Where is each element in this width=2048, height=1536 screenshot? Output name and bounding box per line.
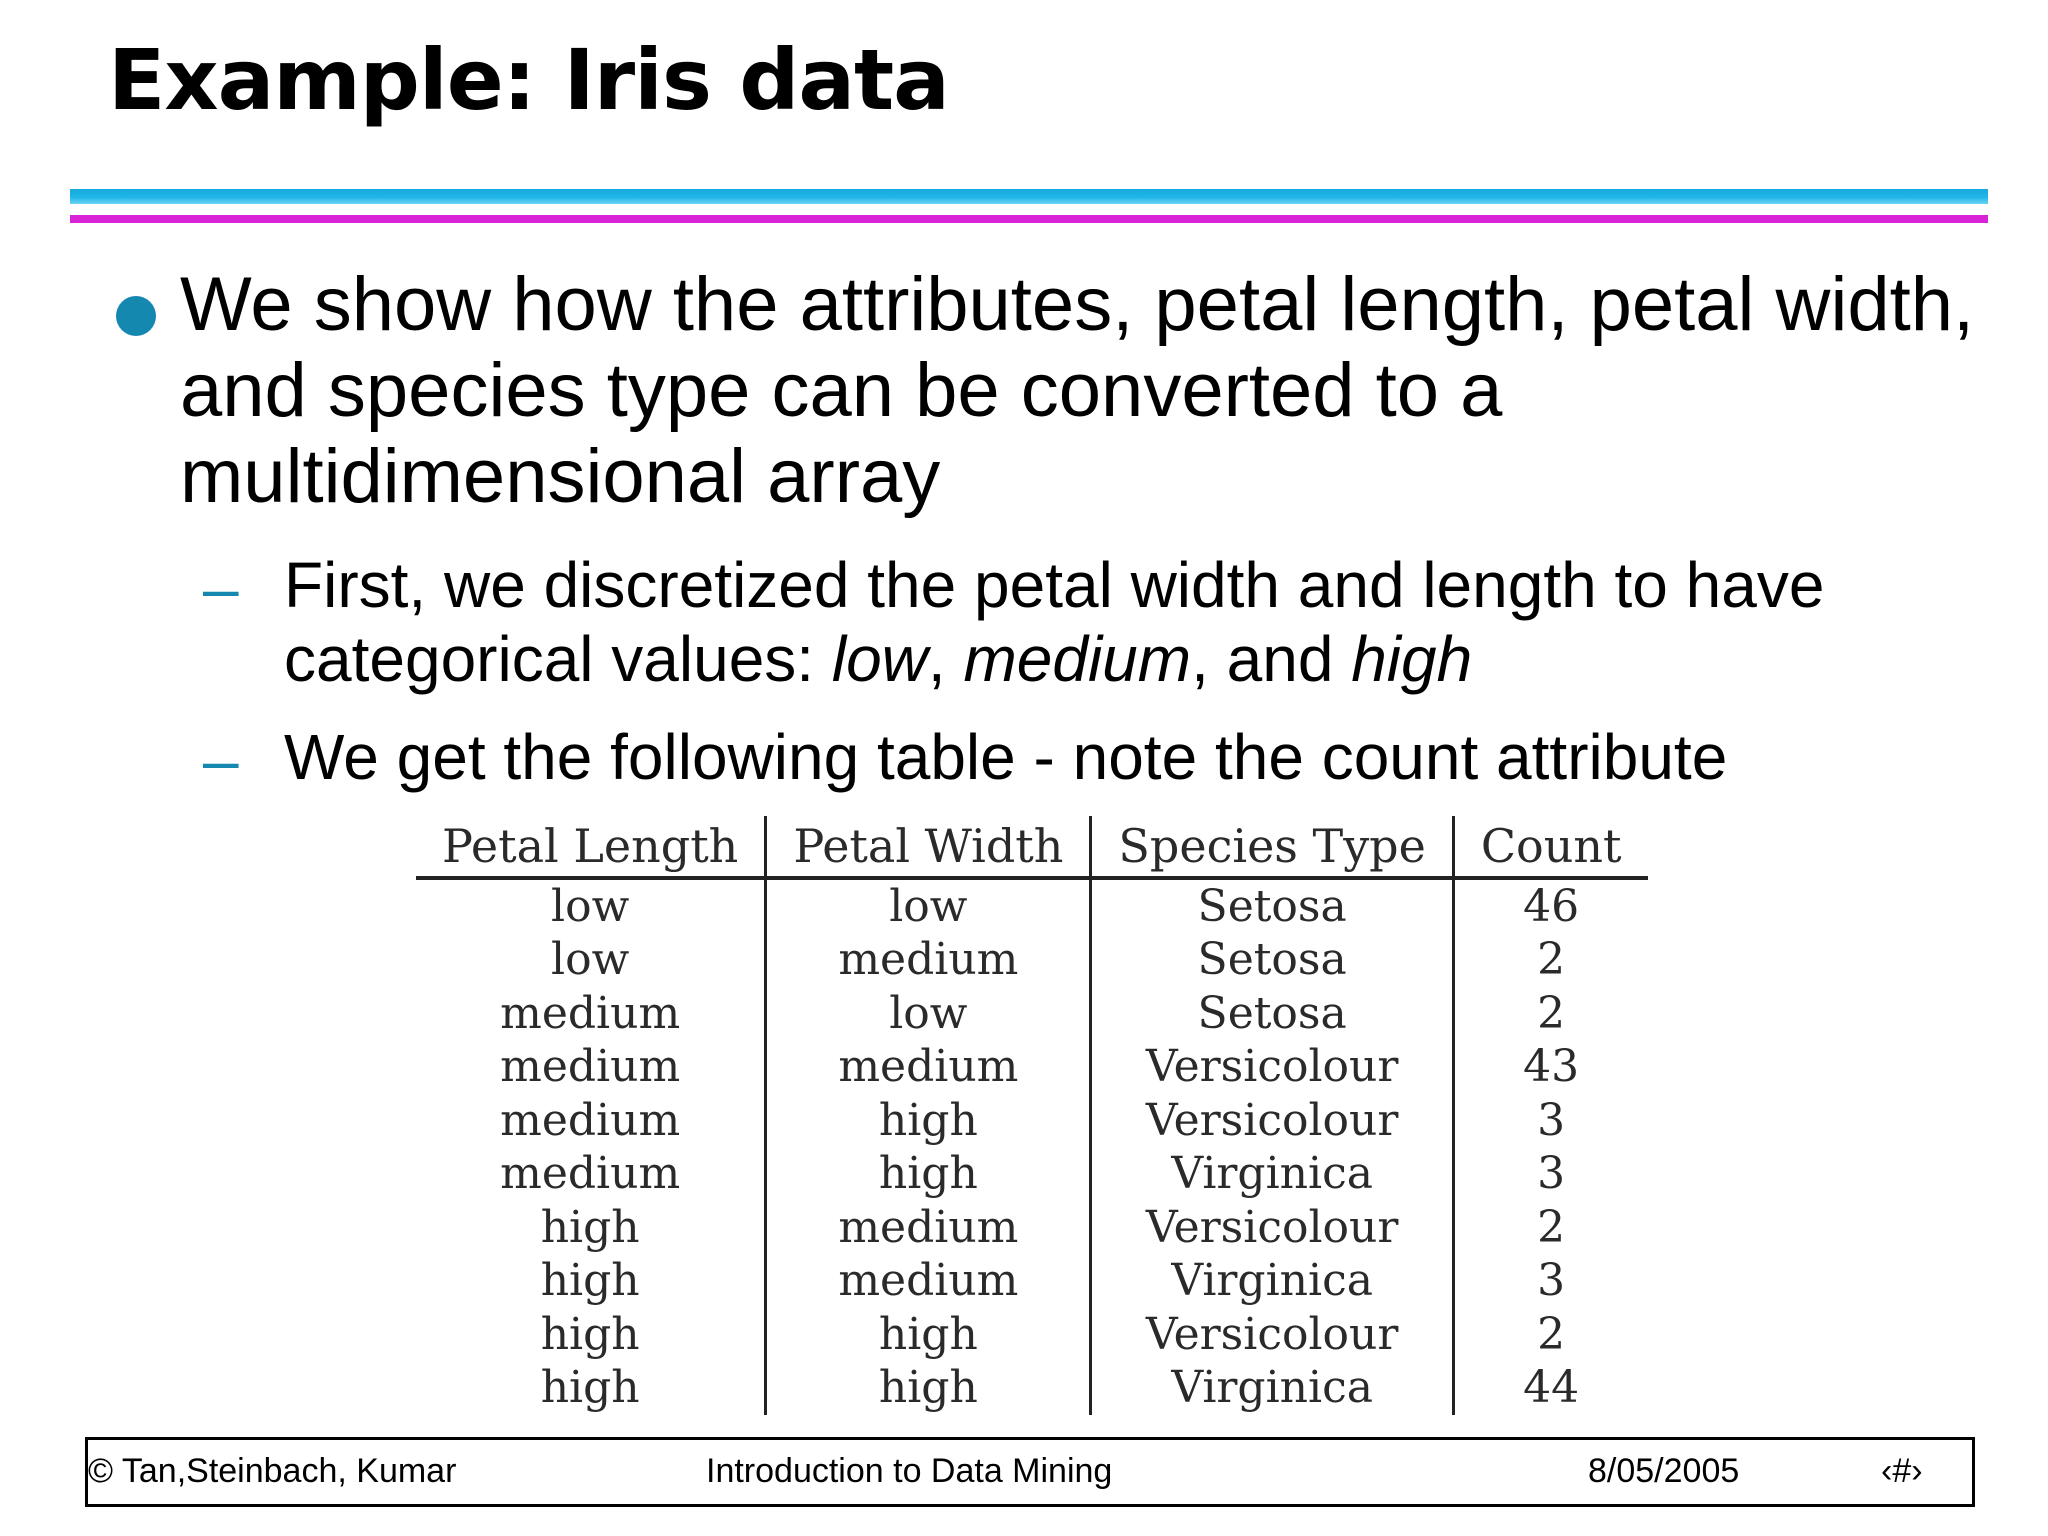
header-species-type: Species Type bbox=[1091, 816, 1453, 878]
footer-authors: © Tan,Steinbach, Kumar bbox=[88, 1452, 457, 1490]
main-bullet-text: We show how the attributes, petal length, petal width, and species type can be converted to a multidimensional array bbox=[180, 262, 1975, 519]
cell-species-type: Setosa bbox=[1091, 878, 1453, 934]
iris-count-table bbox=[416, 816, 1648, 1415]
value-medium: medium bbox=[963, 623, 1192, 695]
cell-species-type: Virginica bbox=[1091, 1362, 1453, 1416]
cell-petal-width: medium bbox=[766, 1041, 1091, 1095]
subbullet-discretize bbox=[284, 548, 1984, 696]
cell-petal-width: medium bbox=[766, 1201, 1091, 1255]
table-row bbox=[416, 1148, 1648, 1202]
cell-count: 2 bbox=[1537, 1201, 1566, 1253]
footer-page-number: ‹#› bbox=[1881, 1452, 1923, 1490]
table-row bbox=[416, 1308, 1648, 1362]
cell-petal-width: low bbox=[766, 878, 1091, 934]
subbullet-table-note: We get the following table - note the count attribute bbox=[284, 721, 1728, 793]
cell-count: 3 bbox=[1537, 1094, 1566, 1146]
cell-petal-length: high bbox=[416, 1362, 766, 1416]
cell-petal-length: low bbox=[416, 878, 766, 934]
cell-count: 44 bbox=[1523, 1362, 1580, 1414]
table-row bbox=[416, 878, 1648, 934]
cell-count: 2 bbox=[1537, 987, 1566, 1039]
cell-petal-width: low bbox=[766, 987, 1091, 1041]
cell-species-type: Versicolour bbox=[1091, 1201, 1453, 1255]
cell-petal-length: high bbox=[416, 1201, 766, 1255]
bullet-dot-icon bbox=[116, 296, 156, 336]
cell-petal-width: medium bbox=[766, 934, 1091, 988]
cell-petal-length: low bbox=[416, 934, 766, 988]
slide-title: Example: Iris data bbox=[108, 31, 949, 129]
table-header-row bbox=[416, 816, 1648, 878]
footer-date: 8/05/2005 bbox=[1588, 1452, 1740, 1490]
cell-species-type: Virginica bbox=[1091, 1148, 1453, 1202]
cell-petal-width: high bbox=[766, 1362, 1091, 1416]
cell-species-type: Versicolour bbox=[1091, 1041, 1453, 1095]
cell-count: 2 bbox=[1537, 1308, 1566, 1360]
cell-count: 43 bbox=[1523, 1041, 1580, 1093]
cell-count: 46 bbox=[1523, 880, 1580, 932]
table-row bbox=[416, 1362, 1648, 1416]
cell-petal-width: high bbox=[766, 1094, 1091, 1148]
cell-petal-length: medium bbox=[416, 1041, 766, 1095]
cell-petal-length: high bbox=[416, 1308, 766, 1362]
cell-petal-length: medium bbox=[416, 1148, 766, 1202]
value-low: low bbox=[831, 623, 928, 695]
header-count: Count bbox=[1453, 816, 1647, 878]
table-row bbox=[416, 1255, 1648, 1309]
cell-petal-width: high bbox=[766, 1148, 1091, 1202]
table-row bbox=[416, 1094, 1648, 1148]
cell-species-type: Setosa bbox=[1091, 934, 1453, 988]
cell-species-type: Virginica bbox=[1091, 1255, 1453, 1309]
cell-petal-length: medium bbox=[416, 1094, 766, 1148]
cell-petal-length: high bbox=[416, 1255, 766, 1309]
cell-count: 3 bbox=[1537, 1148, 1566, 1200]
footer-course-title: Introduction to Data Mining bbox=[706, 1452, 1113, 1490]
title-rule-magenta bbox=[70, 215, 1988, 223]
table-row bbox=[416, 934, 1648, 988]
dash-icon: – bbox=[203, 724, 239, 796]
cell-species-type: Versicolour bbox=[1091, 1094, 1453, 1148]
separator: , bbox=[927, 623, 964, 695]
cell-species-type: Setosa bbox=[1091, 987, 1453, 1041]
header-petal-width: Petal Width bbox=[766, 816, 1091, 878]
table-row bbox=[416, 1041, 1648, 1095]
cell-species-type: Versicolour bbox=[1091, 1308, 1453, 1362]
table-row bbox=[416, 987, 1648, 1041]
separator: , and bbox=[1191, 623, 1352, 695]
slide-footer bbox=[85, 1437, 1975, 1507]
cell-petal-width: medium bbox=[766, 1255, 1091, 1309]
value-high: high bbox=[1351, 623, 1473, 695]
subbullet-discretize-text: First, we discretized the petal width and length to have categorical values: bbox=[284, 549, 1825, 695]
cell-petal-width: high bbox=[766, 1308, 1091, 1362]
cell-petal-length: medium bbox=[416, 987, 766, 1041]
dash-icon: – bbox=[203, 552, 239, 624]
title-rule-cyan bbox=[70, 189, 1988, 204]
cell-count: 2 bbox=[1537, 934, 1566, 986]
cell-count: 3 bbox=[1537, 1255, 1566, 1307]
header-petal-length: Petal Length bbox=[416, 816, 766, 878]
table-row bbox=[416, 1201, 1648, 1255]
